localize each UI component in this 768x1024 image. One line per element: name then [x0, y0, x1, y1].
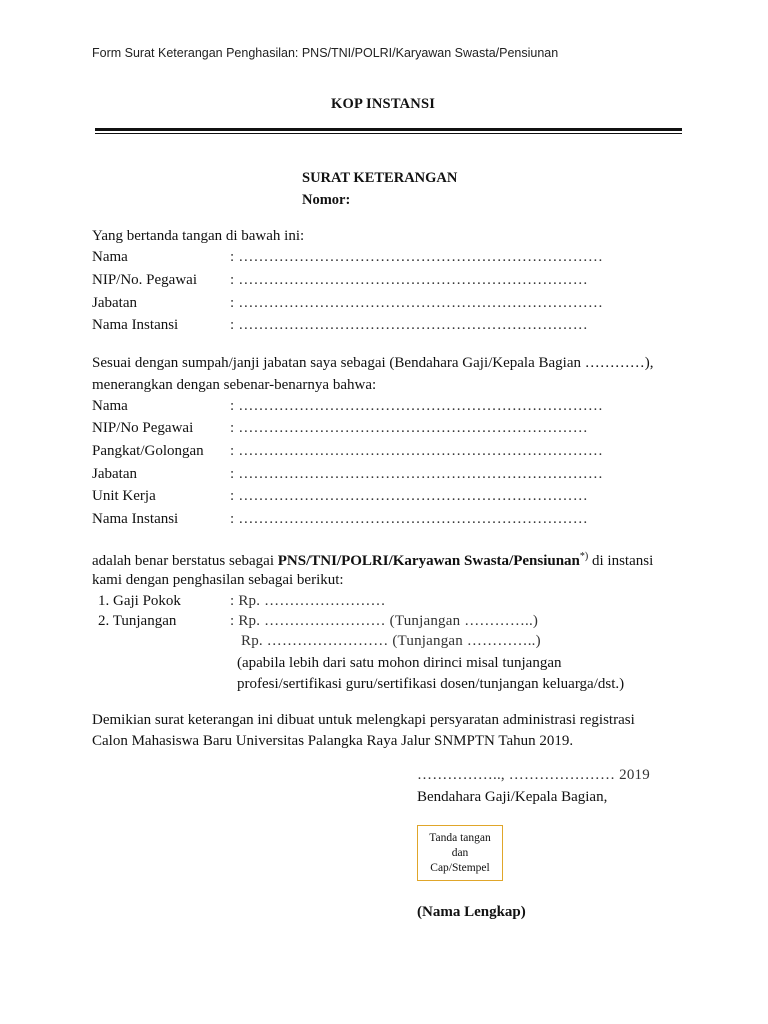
signature-role: Bendahara Gaji/Kepala Bagian,: [417, 789, 608, 805]
subject-instansi-value: : ……………………………………………………………: [230, 511, 588, 527]
signature-box-line-1: Tanda tangan: [429, 831, 491, 844]
signature-stamp-box: [417, 825, 503, 881]
header-rule-thin: [95, 133, 682, 134]
signature-box-line-2: dan: [451, 846, 469, 859]
subject-nip-value: : ……………………………………………………………: [230, 420, 588, 436]
subject-nama-label: Nama: [92, 398, 128, 414]
subject-instansi-label: Nama Instansi: [92, 511, 179, 527]
intro-text: Yang bertanda tangan di bawah ini:: [92, 228, 305, 244]
income-item-2-value: : Rp. …………………… (Tunjangan …………..): [230, 613, 539, 629]
document-header: Form Surat Keterangan Penghasilan: PNS/TNI/POLRI/Karyawan Swasta/Pensiunan: [92, 46, 559, 60]
letter-number: Nomor:: [302, 192, 351, 208]
signature-place-date: …………….., ………………… 2019: [417, 767, 650, 783]
subject-unit-label: Unit Kerja: [92, 488, 156, 504]
status-footnote-mark: *): [579, 551, 589, 562]
status-line-2: kami dengan penghasilan sebagai berikut:: [92, 572, 344, 588]
signer-nip-value: : ……………………………………………………………: [230, 272, 588, 288]
signature-box-line-3: Cap/Stempel: [430, 861, 490, 874]
kop-instansi: KOP INSTANSI: [331, 96, 436, 112]
income-note-line-2: profesi/sertifikasi guru/sertifikasi dosen/tunjangan keluarga/dst.): [237, 676, 625, 692]
income-item-1-value: : Rp. ……………………: [230, 593, 386, 609]
income-item-2-label: 2. Tunjangan: [98, 613, 177, 629]
closing-line-1: Demikian surat keterangan ini dibuat untuk melengkapi persyaratan administrasi registrasi: [92, 712, 635, 728]
subject-jabatan-value: : ………………………………………………………………: [230, 466, 604, 482]
subject-unit-value: : ……………………………………………………………: [230, 488, 588, 504]
signer-jabatan-label: Jabatan: [92, 295, 137, 311]
signature-name: (Nama Lengkap): [417, 904, 526, 920]
statement-line-2: menerangkan dengan sebenar-benarnya bahwa:: [92, 377, 377, 393]
signer-nama-label: Nama: [92, 249, 128, 265]
signer-instansi-label: Nama Instansi: [92, 317, 179, 333]
subject-nip-label: NIP/No Pegawai: [92, 420, 194, 436]
signer-instansi-value: : ……………………………………………………………: [230, 317, 588, 333]
letter-title: SURAT KETERANGAN: [302, 170, 458, 186]
signer-jabatan-value: : ………………………………………………………………: [230, 295, 604, 311]
status-line-1: [92, 551, 653, 570]
income-item-2b-value: Rp. …………………… (Tunjangan …………..): [241, 633, 541, 649]
header-rule-thick: [95, 128, 682, 131]
closing-line-2: Calon Mahasiswa Baru Universitas Palangka Raya Jalur SNMPTN Tahun 2019.: [92, 733, 574, 749]
subject-pangkat-value: : ………………………………………………………………: [230, 443, 604, 459]
subject-pangkat-label: Pangkat/Golongan: [92, 443, 204, 459]
signer-nip-label: NIP/No. Pegawai: [92, 272, 197, 288]
statement-line-1: Sesuai dengan sumpah/janji jabatan saya sebagai (Bendahara Gaji/Kepala Bagian …………),: [92, 355, 654, 371]
status-suffix: di instansi: [588, 553, 654, 569]
status-categories: PNS/TNI/POLRI/Karyawan Swasta/Pensiunan: [277, 553, 580, 569]
subject-nama-value: : ………………………………………………………………: [230, 398, 604, 414]
signer-nama-value: : ………………………………………………………………: [230, 249, 604, 265]
income-item-1-label: 1. Gaji Pokok: [98, 593, 181, 609]
status-prefix: adalah benar berstatus sebagai: [92, 553, 278, 569]
subject-jabatan-label: Jabatan: [92, 466, 137, 482]
income-note-line-1: (apabila lebih dari satu mohon dirinci misal tunjangan: [237, 655, 562, 671]
